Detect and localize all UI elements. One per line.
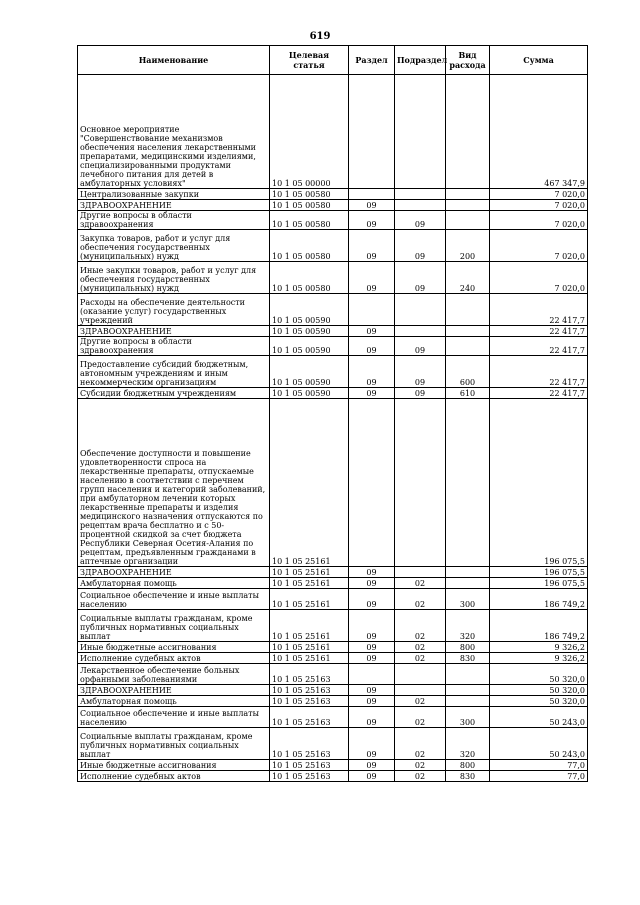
row-section: 09 [349, 696, 395, 707]
row-expense-type: 300 [446, 589, 490, 610]
row-expense-type [446, 326, 490, 337]
row-name-cell [78, 230, 270, 262]
table-row [78, 771, 588, 782]
table-row [78, 337, 588, 356]
row-expense-type [446, 696, 490, 707]
row-target-code: 10 1 05 25163 [270, 771, 349, 782]
row-expense-type: 300 [446, 707, 490, 728]
row-section: 09 [349, 326, 395, 337]
row-sum: 7 020,0 [490, 262, 588, 294]
row-target-code: 10 1 05 25163 [270, 760, 349, 771]
row-name-cell [78, 399, 270, 567]
row-name: ЗДРАВООХРАНЕНИЕ [80, 327, 172, 336]
row-subsection: 09 [395, 211, 446, 230]
row-name-cell [78, 262, 270, 294]
row-name-cell [78, 610, 270, 642]
row-name: Другие вопросы в области здравоохранения [80, 337, 192, 355]
table-row [78, 211, 588, 230]
row-subsection: 09 [395, 230, 446, 262]
row-name: Лекарственное обеспечение больных орфанными заболеваниями [80, 666, 240, 684]
row-expense-type: 830 [446, 771, 490, 782]
row-name-cell [78, 728, 270, 760]
row-sum: 9 326,2 [490, 642, 588, 653]
row-section: 09 [349, 610, 395, 642]
row-expense-type [446, 75, 490, 189]
row-section: 09 [349, 337, 395, 356]
row-subsection [395, 75, 446, 189]
row-section [349, 664, 395, 685]
row-sum: 50 320,0 [490, 685, 588, 696]
row-name: Субсидии бюджетным учреждениям [80, 389, 237, 398]
row-name: Предоставление субсидий бюджетным, автономным учреждениям и иным некоммерческим организациям [80, 360, 249, 387]
row-sum: 196 075,5 [490, 578, 588, 589]
row-subsection [395, 664, 446, 685]
row-name-cell [78, 685, 270, 696]
table-row [78, 230, 588, 262]
row-sum: 77,0 [490, 760, 588, 771]
table-row [78, 388, 588, 399]
row-name-cell [78, 337, 270, 356]
row-name: Социальное обеспечение и иные выплаты населению [80, 709, 259, 727]
row-subsection: 02 [395, 653, 446, 664]
row-target-code: 10 1 05 25161 [270, 399, 349, 567]
table-row [78, 653, 588, 664]
row-subsection: 02 [395, 707, 446, 728]
row-section: 09 [349, 653, 395, 664]
row-subsection: 02 [395, 589, 446, 610]
row-sum: 7 020,0 [490, 230, 588, 262]
table-row [78, 189, 588, 200]
row-subsection: 02 [395, 771, 446, 782]
row-name: Амбулаторная помощь [80, 697, 177, 706]
row-sum: 22 417,7 [490, 337, 588, 356]
table-row [78, 707, 588, 728]
row-expense-type: 240 [446, 262, 490, 294]
row-target-code: 10 1 05 00580 [270, 230, 349, 262]
table-row [78, 578, 588, 589]
row-name-cell [78, 664, 270, 685]
row-expense-type [446, 567, 490, 578]
budget-table [77, 45, 588, 782]
row-subsection: 09 [395, 262, 446, 294]
row-name: Иные бюджетные ассигнования [80, 643, 217, 652]
row-section: 09 [349, 771, 395, 782]
row-target-code: 10 1 05 25161 [270, 653, 349, 664]
row-name-cell [78, 707, 270, 728]
row-sum: 77,0 [490, 771, 588, 782]
row-name: ЗДРАВООХРАНЕНИЕ [80, 686, 172, 695]
row-target-code: 10 1 05 00590 [270, 388, 349, 399]
row-section: 09 [349, 589, 395, 610]
row-subsection: 09 [395, 356, 446, 388]
row-sum: 7 020,0 [490, 189, 588, 200]
row-expense-type [446, 200, 490, 211]
row-name-cell [78, 388, 270, 399]
row-name-cell [78, 356, 270, 388]
table-row [78, 567, 588, 578]
row-sum: 7 020,0 [490, 211, 588, 230]
row-sum: 50 320,0 [490, 696, 588, 707]
row-name: Иные бюджетные ассигнования [80, 761, 217, 770]
row-subsection: 09 [395, 337, 446, 356]
row-section: 09 [349, 642, 395, 653]
row-subsection [395, 326, 446, 337]
row-target-code: 10 1 05 25161 [270, 578, 349, 589]
row-expense-type [446, 294, 490, 326]
row-section [349, 399, 395, 567]
row-subsection [395, 200, 446, 211]
row-expense-type: 320 [446, 610, 490, 642]
row-target-code: 10 1 05 00580 [270, 189, 349, 200]
row-name: Иные закупки товаров, работ и услуг для обеспечения государственных (муниципальных) нужд [80, 266, 257, 293]
table-row [78, 589, 588, 610]
row-name: Социальные выплаты гражданам, кроме публичных нормативных социальных выплат [80, 732, 253, 759]
table-row [78, 294, 588, 326]
row-sum: 7 020,0 [490, 200, 588, 211]
header-subsection: Подраздел [395, 46, 446, 75]
row-subsection: 02 [395, 578, 446, 589]
header-expense-type: Вид расхода [446, 46, 490, 75]
table-row [78, 760, 588, 771]
row-expense-type [446, 337, 490, 356]
row-sum: 50 320,0 [490, 664, 588, 685]
row-expense-type [446, 578, 490, 589]
row-section: 09 [349, 230, 395, 262]
row-subsection [395, 567, 446, 578]
row-sum: 50 243,0 [490, 728, 588, 760]
row-name: Обеспечение доступности и повышение удовлетворенности спроса на лекарственные препараты, отпускаемые населению в соответствии с перечнем групп населения и категорий заболеваний, при амбулаторном лечении которых лекарственные препараты и изделия медицинского назначения отпускаются по рецептам врача бесплатно и с 50-процентной скидкой за счет бюджета Республики Северная Осетия-Алания по рецептам, предъявленным гражданами в аптечные организации [80, 449, 266, 566]
row-target-code: 10 1 05 25161 [270, 610, 349, 642]
row-expense-type: 600 [446, 356, 490, 388]
row-section: 09 [349, 760, 395, 771]
row-name: Социальное обеспечение и иные выплаты населению [80, 591, 259, 609]
row-name: Исполнение судебных актов [80, 654, 201, 663]
row-name-cell [78, 189, 270, 200]
row-section: 09 [349, 728, 395, 760]
row-name: Расходы на обеспечение деятельности (оказание услуг) государственных учреждений [80, 298, 246, 325]
row-name: ЗДРАВООХРАНЕНИЕ [80, 568, 172, 577]
row-subsection: 02 [395, 760, 446, 771]
row-target-code: 10 1 05 00580 [270, 262, 349, 294]
table-row [78, 200, 588, 211]
row-section: 09 [349, 211, 395, 230]
row-target-code: 10 1 05 00590 [270, 337, 349, 356]
row-section: 09 [349, 578, 395, 589]
row-target-code: 10 1 05 25161 [270, 589, 349, 610]
row-sum: 186 749,2 [490, 610, 588, 642]
row-name: Основное мероприятие "Совершенствование механизмов обеспечения населения лекарственными препаратами, медицинскими изделиями, специализированными продуктами лечебного питания для детей в амбулаторных условиях" [80, 125, 257, 188]
row-expense-type [446, 399, 490, 567]
row-name: Централизованные закупки [80, 190, 200, 199]
row-section: 09 [349, 707, 395, 728]
row-sum: 467 347,9 [490, 75, 588, 189]
row-target-code: 10 1 05 25163 [270, 696, 349, 707]
row-section: 09 [349, 685, 395, 696]
row-sum: 186 749,2 [490, 589, 588, 610]
table-row [78, 262, 588, 294]
row-target-code: 10 1 05 25163 [270, 707, 349, 728]
row-subsection: 02 [395, 696, 446, 707]
row-expense-type: 320 [446, 728, 490, 760]
row-sum: 196 075,5 [490, 567, 588, 578]
header-target: Целевая статья [270, 46, 349, 75]
row-name-cell [78, 642, 270, 653]
row-section: 09 [349, 388, 395, 399]
row-subsection: 02 [395, 728, 446, 760]
row-target-code: 10 1 05 00580 [270, 211, 349, 230]
row-expense-type: 610 [446, 388, 490, 399]
row-name-cell [78, 567, 270, 578]
row-sum: 50 243,0 [490, 707, 588, 728]
row-subsection [395, 189, 446, 200]
row-target-code: 10 1 05 25163 [270, 685, 349, 696]
table-row [78, 399, 588, 567]
row-expense-type [446, 685, 490, 696]
row-target-code: 10 1 05 00590 [270, 294, 349, 326]
row-target-code: 10 1 05 25161 [270, 567, 349, 578]
row-subsection [395, 685, 446, 696]
row-sum: 22 417,7 [490, 294, 588, 326]
row-target-code: 10 1 05 25161 [270, 642, 349, 653]
row-expense-type: 800 [446, 642, 490, 653]
row-subsection: 09 [395, 388, 446, 399]
row-name: Другие вопросы в области здравоохранения [80, 211, 192, 229]
row-expense-type: 200 [446, 230, 490, 262]
row-sum: 22 417,7 [490, 356, 588, 388]
row-target-code: 10 1 05 25163 [270, 728, 349, 760]
row-name-cell [78, 653, 270, 664]
row-expense-type [446, 664, 490, 685]
row-section [349, 75, 395, 189]
header-section: Раздел [349, 46, 395, 75]
row-target-code: 10 1 05 25163 [270, 664, 349, 685]
row-name-cell [78, 771, 270, 782]
row-section [349, 294, 395, 326]
row-sum: 9 326,2 [490, 653, 588, 664]
row-subsection [395, 294, 446, 326]
row-target-code: 10 1 05 00000 [270, 75, 349, 189]
row-name-cell [78, 696, 270, 707]
table-row [78, 728, 588, 760]
table-header-row [78, 46, 588, 75]
table-row [78, 75, 588, 189]
row-name: Исполнение судебных актов [80, 772, 201, 781]
row-section [349, 189, 395, 200]
table-row [78, 326, 588, 337]
row-section: 09 [349, 200, 395, 211]
row-section: 09 [349, 567, 395, 578]
row-name-cell [78, 211, 270, 230]
row-section: 09 [349, 262, 395, 294]
table-row [78, 685, 588, 696]
table-row [78, 356, 588, 388]
row-name: Социальные выплаты гражданам, кроме публичных нормативных социальных выплат [80, 614, 253, 641]
table-body [78, 75, 588, 782]
row-name-cell [78, 578, 270, 589]
table-row [78, 664, 588, 685]
table-row [78, 642, 588, 653]
row-name-cell [78, 294, 270, 326]
row-name-cell [78, 200, 270, 211]
row-name-cell [78, 760, 270, 771]
table-row [78, 696, 588, 707]
row-name: Амбулаторная помощь [80, 579, 177, 588]
table-row [78, 610, 588, 642]
row-name-cell [78, 75, 270, 189]
row-target-code: 10 1 05 00590 [270, 326, 349, 337]
row-expense-type [446, 211, 490, 230]
row-section: 09 [349, 356, 395, 388]
row-name-cell [78, 326, 270, 337]
row-subsection [395, 399, 446, 567]
row-subsection: 02 [395, 610, 446, 642]
row-expense-type: 830 [446, 653, 490, 664]
row-subsection: 02 [395, 642, 446, 653]
row-target-code: 10 1 05 00580 [270, 200, 349, 211]
row-name-cell [78, 589, 270, 610]
row-name: ЗДРАВООХРАНЕНИЕ [80, 201, 172, 210]
header-name: Наименование [78, 46, 270, 75]
row-sum: 196 075,5 [490, 399, 588, 567]
row-sum: 22 417,7 [490, 388, 588, 399]
row-expense-type [446, 189, 490, 200]
row-target-code: 10 1 05 00590 [270, 356, 349, 388]
row-name: Закупка товаров, работ и услуг для обеспечения государственных (муниципальных) нужд [80, 234, 231, 261]
page-number: 619 [309, 31, 331, 42]
row-sum: 22 417,7 [490, 326, 588, 337]
row-expense-type: 800 [446, 760, 490, 771]
header-sum: Сумма [490, 46, 588, 75]
